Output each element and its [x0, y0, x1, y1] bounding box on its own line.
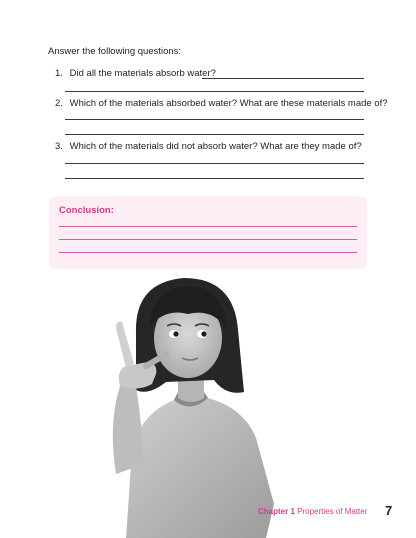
conclusion-line: [59, 239, 357, 240]
question-text: Did all the materials absorb water?: [69, 68, 216, 79]
question-number: 2.: [55, 98, 63, 109]
question-2: [55, 98, 388, 109]
answer-line: [65, 134, 364, 135]
chapter-footer: [258, 507, 367, 516]
page-number: 7: [385, 503, 393, 518]
conclusion-line: [59, 226, 357, 227]
conclusion-line: [59, 252, 357, 253]
thinking-girl-photo: [96, 274, 286, 538]
question-text: Which of the materials absorbed water? What are these materials made of?: [69, 98, 388, 109]
answer-line: [65, 178, 364, 179]
answer-line: [65, 163, 364, 164]
conclusion-box: [49, 196, 367, 269]
question-number: 1.: [55, 68, 63, 79]
instructions-text: Answer the following questions:: [48, 46, 182, 57]
conclusion-label: Conclusion:: [59, 205, 114, 216]
answer-line: [65, 119, 364, 120]
question-number: 3.: [55, 141, 63, 152]
answer-line: [65, 91, 364, 92]
chapter-number: Chapter 1: [258, 507, 295, 516]
question-3: [55, 141, 362, 152]
question-text: Which of the materials did not absorb water? What are they made of?: [69, 141, 362, 152]
chapter-title: Properties of Matter: [297, 507, 368, 516]
answer-line: [202, 78, 364, 79]
question-1: [55, 68, 216, 79]
